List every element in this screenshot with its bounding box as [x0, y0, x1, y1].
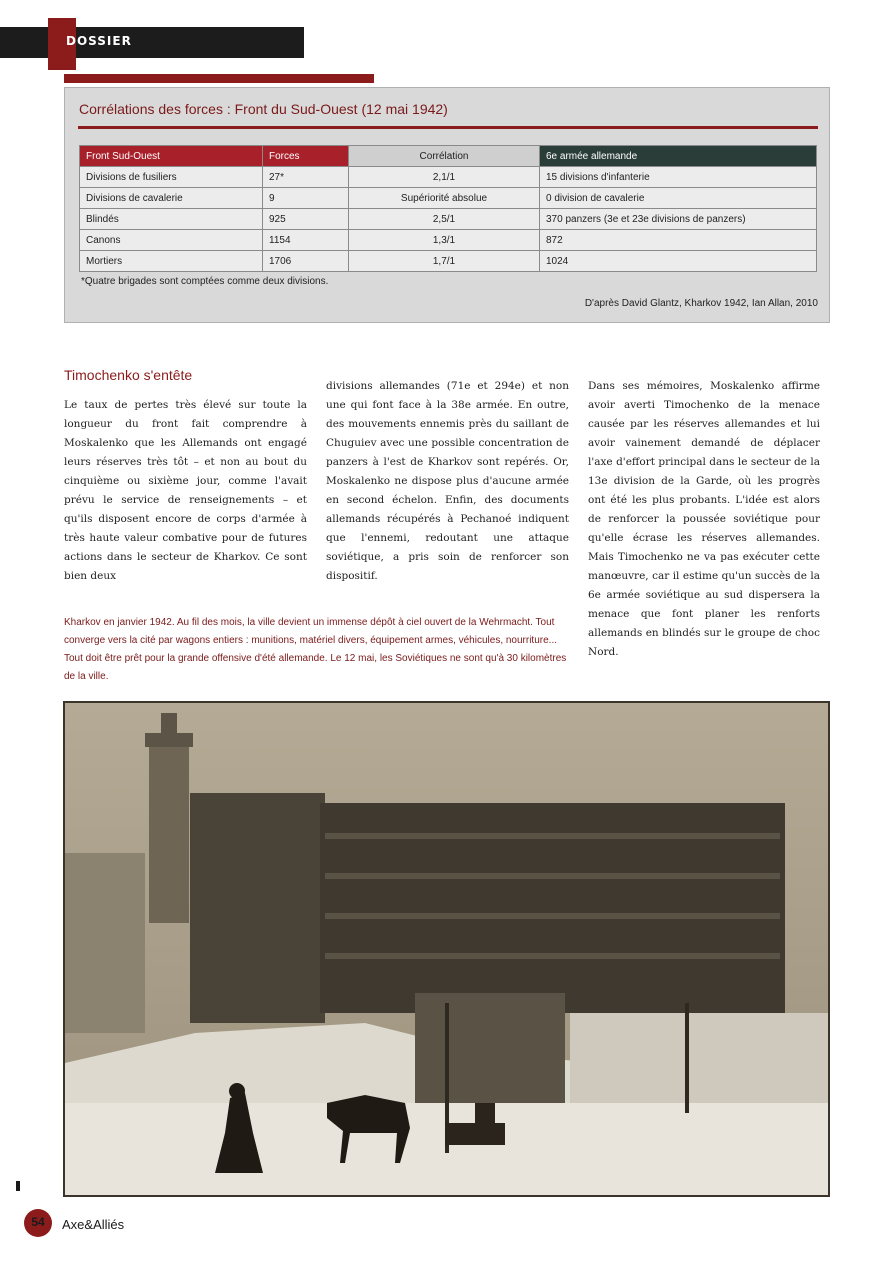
forces-table: [79, 145, 817, 272]
column-header: 6e armée allemande: [540, 146, 817, 167]
box-title-rule: [78, 126, 818, 129]
table-cell: 1,7/1: [349, 251, 540, 272]
table-row: [80, 251, 817, 272]
text-column-1: Le taux de pertes très élevé sur toute la longueur du front fait comprendre à Moskalenko que les Allemands ont engagé leurs réserves très tôt – et non au bout du cinquième ou sixième jour, comme l'avait prévu le service de renseignements – et qu'ils disposent encore de corps d'armée à très haute valeur combative pour de futures actions dans le secteur de Kharkov. Ce sont bien deux: [64, 399, 307, 582]
table-cell: Supériorité absolue: [349, 188, 540, 209]
table-cell: 15 divisions d'infanterie: [540, 167, 817, 188]
table-row: [80, 167, 817, 188]
header-bar: [0, 27, 304, 58]
box-top-accent: [64, 74, 374, 83]
photo-caption: Kharkov en janvier 1942. Au fil des mois, la ville devient un immense dépôt à ciel ouvert de la Wehrmacht. Tout converge vers la cité par wagons entiers : munitions, matériel divers, équipement armes, véhicules, nourriture... Tout doit être prêt pour la grande offensive d'été allemande. Le 12 mai, les Soviétiques ne sont qu'à 30 kilomètres de la ville.: [64, 617, 567, 682]
table-cell: 1154: [263, 230, 349, 251]
text-column-2: divisions allemandes (71e et 294e) et non une qui font face à la 38e armée. En outre, des mouvements ennemis près du saillant de Chuguiev avec une possible concentration de panzers à l'est de Kharkov sont repérés. Or, Moskalenko ne dispose plus d'aucune armée en second échelon. Enfin, des documents allemands récupérés à Pechanoé indiquent que l'ennemi, redoutant une attaque soviétique, a pris soin de renforcer son dispositif.: [326, 380, 569, 582]
text-column-3: Dans ses mémoires, Moskalenko affirme avoir averti Timochenko de la menace causée par les réserves allemandes et lui avoir vainement demandé de déplacer l'axe d'effort principal dans le secteur de la 13e division de la Garde, où les progrès ont été les plus probants. L'idée est alors de renforcer la poussée soviétique pour qu'elle écrase les réserves allemandes. Mais Timochenko ne va pas exécuter cette manœuvre, car il estime qu'un succès de la 6e armée soviétique au sud dispersera la menace que font planer les renforts allemands en blindés sur le groupe de choc Nord.: [588, 380, 820, 658]
table-cell: 872: [540, 230, 817, 251]
section-label: DOSSIER: [66, 34, 132, 48]
table-cell: 925: [263, 209, 349, 230]
table-cell: Divisions de cavalerie: [80, 188, 263, 209]
table-cell: 2,5/1: [349, 209, 540, 230]
section-title: Timochenko s'entête: [64, 367, 193, 383]
table-row: [80, 230, 817, 251]
table-header-row: [80, 146, 817, 167]
table-row: [80, 209, 817, 230]
column-header: Forces: [263, 146, 349, 167]
photo-illustration: [65, 703, 828, 1195]
table-cell: 2,1/1: [349, 167, 540, 188]
table-cell: 1706: [263, 251, 349, 272]
table-cell: 0 division de cavalerie: [540, 188, 817, 209]
column-header: Corrélation: [349, 146, 540, 167]
table-cell: 9: [263, 188, 349, 209]
table-cell: 370 panzers (3e et 23e divisions de panzers): [540, 209, 817, 230]
column-header: Front Sud-Ouest: [80, 146, 263, 167]
table-cell: 27*: [263, 167, 349, 188]
magazine-name: Axe&Alliés: [62, 1217, 125, 1232]
table-cell: Canons: [80, 230, 263, 251]
table-cell: Mortiers: [80, 251, 263, 272]
table-footnote: *Quatre brigades sont comptées comme deux divisions.: [81, 276, 329, 287]
table-cell: Blindés: [80, 209, 263, 230]
table-row: [80, 188, 817, 209]
table-cell: 1024: [540, 251, 817, 272]
margin-mark: [16, 1181, 20, 1191]
page-number: 54: [31, 1215, 45, 1229]
box-title: Corrélations des forces : Front du Sud-Ouest (12 mai 1942): [79, 101, 448, 117]
table-source: D'après David Glantz, Kharkov 1942, Ian Allan, 2010: [584, 298, 818, 309]
table-cell: 1,3/1: [349, 230, 540, 251]
archive-photo: [63, 701, 830, 1197]
table-cell: Divisions de fusiliers: [80, 167, 263, 188]
